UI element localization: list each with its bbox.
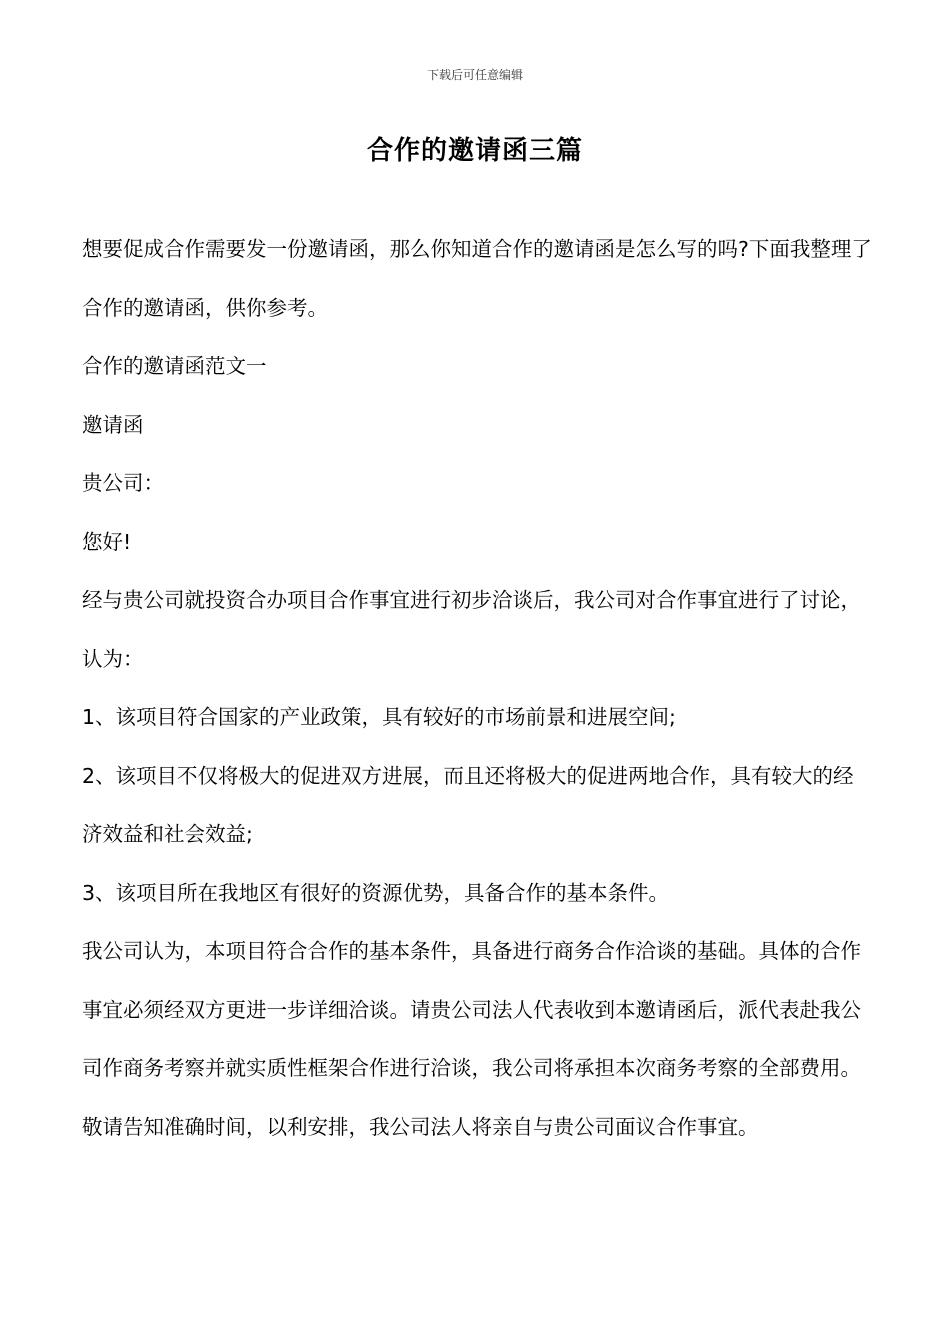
document-body	[82, 220, 872, 1156]
section-heading: 合作的邀请函范文一	[82, 354, 267, 378]
letter-heading: 邀请函	[82, 412, 144, 437]
letter-salutation: 贵公司：	[82, 471, 164, 495]
letter-closing-paragraph: 敬请告知准确时间，以利安排，我公司法人将亲自与贵公司面议合作事宜。	[82, 1114, 759, 1139]
header-note: 下载后可任意编辑	[426, 68, 523, 82]
letter-paragraph: 经与贵公司就投资合办项目合作事宜进行初步洽谈后，我公司对合作事宜进行了讨论，认为：	[82, 588, 861, 671]
list-item-1: 1、该项目符合国家的产业政策，具有较好的市场前景和进展空间;	[82, 705, 676, 729]
document-title: 合作的邀请函三篇	[366, 136, 583, 166]
intro-paragraph: 想要促成合作需要发一份邀请函，那么你知道合作的邀请函是怎么写的吗?下面我整理了合作的邀请函，供你参考。	[82, 237, 872, 320]
letter-greeting: 您好!	[82, 529, 132, 554]
letter-paragraph: 我公司认为，本项目符合合作的基本条件，具备进行商务合作洽谈的基础。具体的合作事宜必须经双方更进一步详细洽谈。请贵公司法人代表收到本邀请函后，派代表赴我公司作商务考察并就实质性框架合作进行洽谈，我公司将承担本次商务考察的全部费用。	[82, 939, 861, 1080]
list-item-2: 2、该项目不仅将极大的促进双方进展，而且还将极大的促进两地合作，具有较大的经济效益和社会效益;	[82, 763, 854, 846]
list-item-3: 3、该项目所在我地区有很好的资源优势，具备合作的基本条件。	[82, 880, 670, 905]
